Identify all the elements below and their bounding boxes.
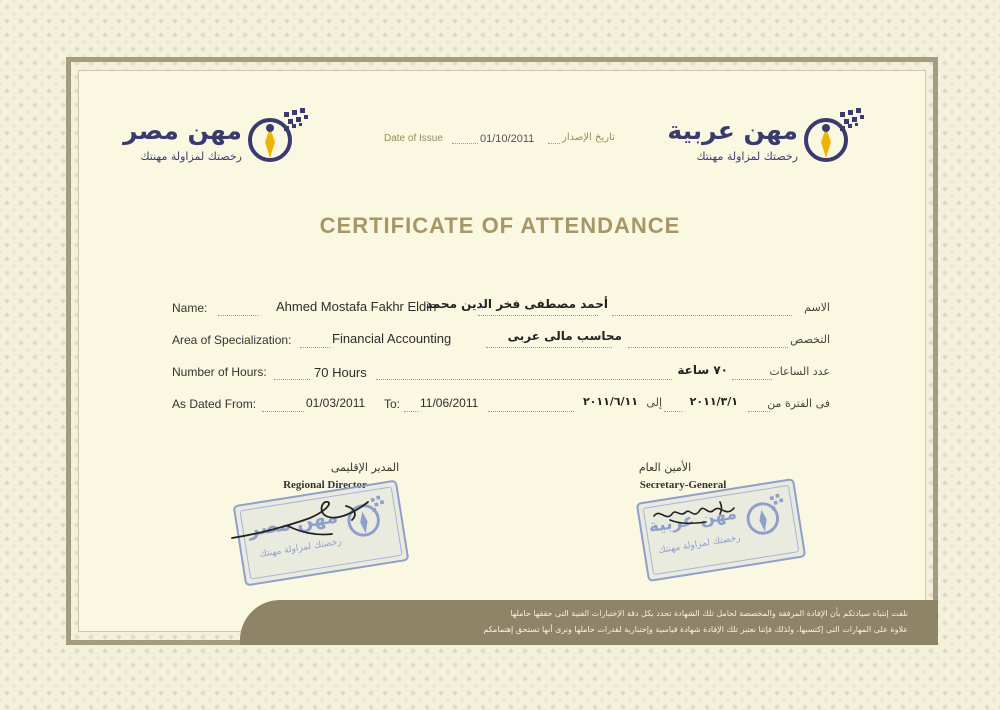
logo-arabia-tagline: رخصتك لمزاولة مهنتك bbox=[696, 150, 798, 163]
footer-band bbox=[240, 600, 938, 645]
specialization-label: Area of Specialization: bbox=[172, 333, 292, 347]
date-to-label: To: bbox=[384, 397, 401, 411]
specialization-value-ar: محاسب مالى عربى bbox=[507, 329, 622, 343]
regional-director-title: Regional Director bbox=[283, 479, 367, 491]
dotted-line bbox=[548, 143, 560, 144]
logo-emblem-icon bbox=[800, 106, 868, 168]
issue-date-label-ar: تاريخ الإصدار bbox=[562, 132, 615, 143]
stamp-left-name: مهن مصر bbox=[246, 505, 340, 542]
specialization-value: Financial Accounting bbox=[332, 331, 452, 346]
date-from-value-ar: ٢٠١١/٣/١ bbox=[689, 395, 738, 408]
logo-arabia-name: مهن عربية bbox=[667, 116, 798, 145]
dotted-line bbox=[732, 379, 772, 380]
date-to-label-ar: إلى bbox=[646, 396, 662, 409]
dotted-line bbox=[486, 347, 612, 348]
dotted-line bbox=[478, 315, 598, 316]
stamp-left-tagline: رخصتك لمزاولة مهنتك bbox=[258, 536, 343, 560]
dotted-line bbox=[488, 411, 574, 412]
logo-masr bbox=[123, 106, 312, 168]
dotted-line bbox=[748, 411, 770, 412]
date-from-value: 01/03/2011 bbox=[306, 396, 366, 410]
secretary-general-title-ar: الأمين العام bbox=[638, 461, 692, 474]
name-label: Name: bbox=[172, 301, 208, 315]
dotted-line bbox=[612, 315, 792, 316]
hours-value: 70 Hours bbox=[314, 365, 367, 380]
logo-arabia bbox=[667, 106, 870, 168]
dotted-line bbox=[218, 315, 258, 316]
certificate-title: CERTIFICATE OF ATTENDANCE bbox=[319, 213, 681, 238]
signature-left-icon bbox=[228, 496, 388, 546]
footer-note-line-2: علاوة على المهارات التى إكتسبها، ولذلك فإننا نعتبر تلك الإفادة شهادة قياسية وإختبارية لقدرات حاملها ونرى أنها تستحق إهتمامكم bbox=[483, 625, 908, 634]
dotted-line bbox=[274, 379, 310, 380]
dotted-line bbox=[452, 143, 478, 144]
hours-value-ar: ٧٠ ساعة bbox=[677, 363, 728, 377]
dates-label: As Dated From: bbox=[172, 397, 257, 411]
hours-label: Number of Hours: bbox=[172, 365, 267, 379]
dotted-line bbox=[262, 411, 304, 412]
signature-right-icon bbox=[650, 496, 750, 530]
issue-date-value: 01/10/2011 bbox=[480, 133, 535, 145]
name-value: Ahmed Mostafa Fakhr Eldin bbox=[276, 299, 437, 314]
logo-masr-tagline: رخصتك لمزاولة مهنتك bbox=[140, 150, 242, 163]
regional-director-title-ar: المدير الإقليمى bbox=[330, 461, 400, 474]
dotted-line bbox=[300, 347, 330, 348]
dates-label-ar: فى الفترة من bbox=[767, 397, 830, 410]
secretary-general-title: Secretary-General bbox=[639, 479, 727, 491]
date-to-value: 11/06/2011 bbox=[420, 396, 479, 410]
dotted-line bbox=[404, 411, 418, 412]
logo-masr-name: مهن مصر bbox=[123, 116, 242, 145]
stamp-right-name: مهن عربية bbox=[647, 503, 739, 538]
dotted-line bbox=[376, 379, 672, 380]
logo-emblem-icon bbox=[244, 106, 312, 168]
hours-label-ar: عدد الساعات bbox=[769, 365, 830, 378]
stamp-right-tagline: رخصتك لمزاولة مهنتك bbox=[657, 533, 742, 556]
dotted-line bbox=[664, 411, 682, 412]
name-value-ar: أحمد مصطفى فخر الدين محمد bbox=[425, 297, 608, 311]
dotted-line bbox=[628, 347, 788, 348]
date-to-value-ar: ٢٠١١/٦/١١ bbox=[582, 395, 638, 408]
specialization-label-ar: التخصص bbox=[790, 333, 830, 346]
footer-note-line-1: نلفت إنتباه سيادتكم بأن الإفادة المرفقة والمخصصة لحامل تلك الشهادة تحدد بكل دقة الإختبارات الفنية التى حققها حاملها bbox=[510, 609, 908, 618]
issue-date-label: Date of Issue bbox=[384, 133, 443, 144]
name-label-ar: الاسم bbox=[804, 301, 830, 314]
